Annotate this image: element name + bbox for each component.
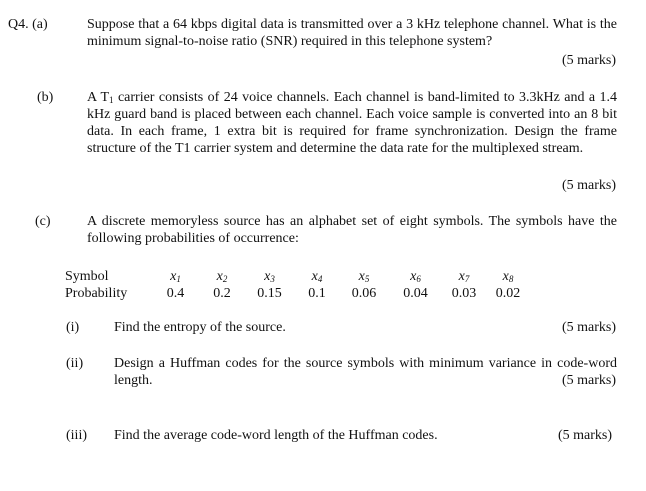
part-b-label: (b) [37,90,54,105]
probability-value: 0.4 [166,286,185,301]
subpart-ii-text: Design a Huffman codes for the source symbols with minimum variance in code-word length. [114,356,617,388]
probability-value: 0.03 [451,286,477,301]
part-a-label: (a) [32,17,48,32]
symbol-row-label: Symbol [65,269,109,284]
symbol-x3: $x_3$ [264,269,275,284]
part-b-text-before: A T [87,90,110,105]
probability-value: 0.04 [403,286,428,301]
subpart-iii-label: (iii) [66,428,87,443]
probability-value: 0.15 [257,286,282,301]
subpart-iii-marks: (5 marks) [557,428,612,443]
symbol-row [65,268,528,285]
part-a-marks: (5 marks) [561,53,616,68]
probability-value: 0.02 [495,286,521,301]
subpart-ii-label: (ii) [66,356,84,371]
part-b-marks: (5 marks) [561,178,616,193]
probability-grid [65,268,528,302]
subpart-ii-marks: (5 marks) [561,373,616,388]
probability-value: 0.2 [213,286,231,301]
part-c-text: A discrete memoryless source has an alphabet set of eight symbols. The symbols have the following probabilities of occurrence: [87,214,617,246]
symbol-x7: $x_7$ [458,269,470,284]
question-number [8,16,48,33]
part-b-subscript: 1 [109,95,114,105]
probability-table [65,268,528,302]
question-label: Q4. [8,17,29,32]
part-a-text: Suppose that a 64 kbps digital data is transmitted over a 3 kHz telephone channel. What is the minimum signal-to-noise ratio (SNR) required in this telephone system? [87,17,617,49]
probability-value: 0.1 [308,286,326,301]
symbol-x2: $x_2$ [216,269,228,284]
symbol-x5: $x_5$ [358,269,370,284]
probability-row-label: Probability [65,286,128,301]
part-c-label: (c) [35,214,51,229]
part-b-text-after: carrier consists of 24 voice channels. Each channel is band-limited to 3.3kHz and a 1.4 kHz guard band is placed between each channel. Each voice sample is converted into an 8 bit data. In each frame, 1 extra bit is required for frame synchronization. Design the frame structure of the T1 carrier system and determine the data rate for the multiplexed stream. [87,90,617,156]
subpart-iii-text: Find the average code-word length of the Huffman codes. [114,428,438,443]
symbol-x4: $x_4$ [311,269,323,284]
probability-value: 0.06 [351,286,377,301]
part-b-text [87,89,617,157]
subpart-i-label: (i) [66,320,80,335]
symbol-x1: $x_1$ [170,269,181,284]
probability-row [65,285,528,302]
symbol-x8: $x_8$ [502,269,514,284]
symbol-x6: $x_6$ [410,269,421,284]
subpart-i-marks: (5 marks) [561,320,616,335]
subpart-i-text: Find the entropy of the source. [114,320,286,335]
